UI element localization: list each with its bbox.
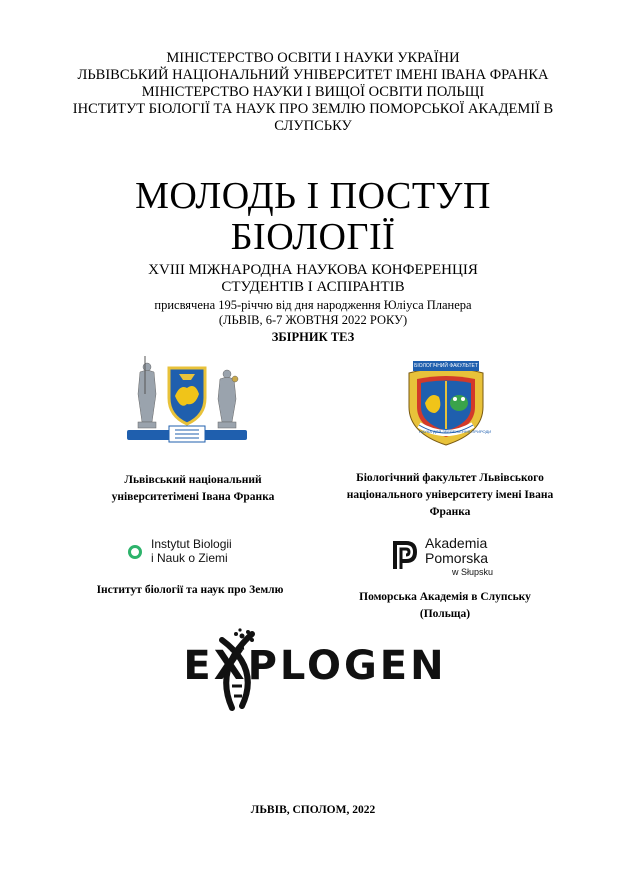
academy-logo <box>392 536 512 580</box>
header-line-4: ІНСТИТУТ БІОЛОГІЇ ТА НАУК ПРО ЗЕМЛЮ ПОМОРСЬКОЇ АКАДЕМІЇ В <box>72 101 554 117</box>
header-line-2: ЛЬВІВСЬКИЙ НАЦІОНАЛЬНИЙ УНІВЕРСИТЕТ ІМЕНІ ІВАНА ФРАНКА <box>77 67 549 83</box>
dedication-line: присвячена 195-річчю від дня народження Юліуса Планера <box>154 298 472 312</box>
main-title-line-1: МОЛОДЬ І ПОСТУП <box>135 175 491 217</box>
academy-caption <box>320 589 570 623</box>
lnu-caption-line-2: університетімені Івана Франка <box>111 491 275 503</box>
institute-ring-icon <box>127 544 143 560</box>
academy-caption-line-2: (Польща) <box>419 608 471 620</box>
academy-logo-line-1: Akademia <box>425 535 488 551</box>
main-title-line-2: БІОЛОГІЇ <box>230 216 396 258</box>
biofac-caption <box>325 470 575 521</box>
lnu-caption <box>88 472 298 506</box>
academy-logo-line-2: Pomorska <box>425 550 489 566</box>
biofac-caption-line-1: Біологічний факультет Львівського <box>356 472 544 484</box>
lnu-coat-of-arms-icon <box>125 354 249 444</box>
biofac-caption-line-3: Франка <box>429 506 471 518</box>
biofac-banner: БІОЛОГІЧНИЙ ФАКУЛЬТЕТ <box>414 363 478 369</box>
academy-logo-line-3: w Słupsku <box>452 567 494 577</box>
institute-logo-line-1: Instytut Biologii <box>151 537 232 551</box>
header-line-3: МІНІСТЕРСТВО НАУКИ І ВИЩОЇ ОСВІТИ ПОЛЬЩІ <box>141 84 485 100</box>
biofac-logo <box>403 359 492 449</box>
place-date-line: (ЛЬВІВ, 6-7 ЖОВТНЯ 2022 РОКУ) <box>218 313 408 327</box>
academy-ap-mark-icon <box>392 539 418 569</box>
biofac-ribbon-text: НАУКА ДЛЯ ЗБЕРЕЖЕННЯ ПРИРОДИ <box>419 429 492 434</box>
biofac-shield-icon <box>403 359 492 449</box>
explogen-wordmark: EXPLOGEN <box>183 643 447 689</box>
institute-caption: Інститут біології та наук про Землю <box>96 584 284 596</box>
academy-caption-line-1: Поморська Академія в Слупську <box>359 591 531 603</box>
footer-imprint: ЛЬВІВ, СПОЛОМ, 2022 <box>250 804 376 816</box>
collection-label: ЗБІРНИК ТЕЗ <box>271 330 355 344</box>
biofac-caption-line-2: національного університету імені Івана <box>346 489 554 501</box>
lnu-caption-line-1: Львівський національний <box>124 474 262 486</box>
header-line-5: СЛУПСЬКУ <box>274 118 352 134</box>
lnu-logo <box>125 354 249 444</box>
institute-logo <box>127 537 257 569</box>
institute-logo-line-2: i Nauk o Ziemi <box>151 551 228 565</box>
conference-line-1: XVIII МІЖНАРОДНА НАУКОВА КОНФЕРЕНЦІЯ <box>148 262 478 278</box>
conference-line-2: СТУДЕНТІВ І АСПІРАНТІВ <box>221 279 405 295</box>
explogen-logo <box>170 628 460 712</box>
header-line-1: МІНІСТЕРСТВО ОСВІТИ І НАУКИ УКРАЇНИ <box>166 50 460 66</box>
